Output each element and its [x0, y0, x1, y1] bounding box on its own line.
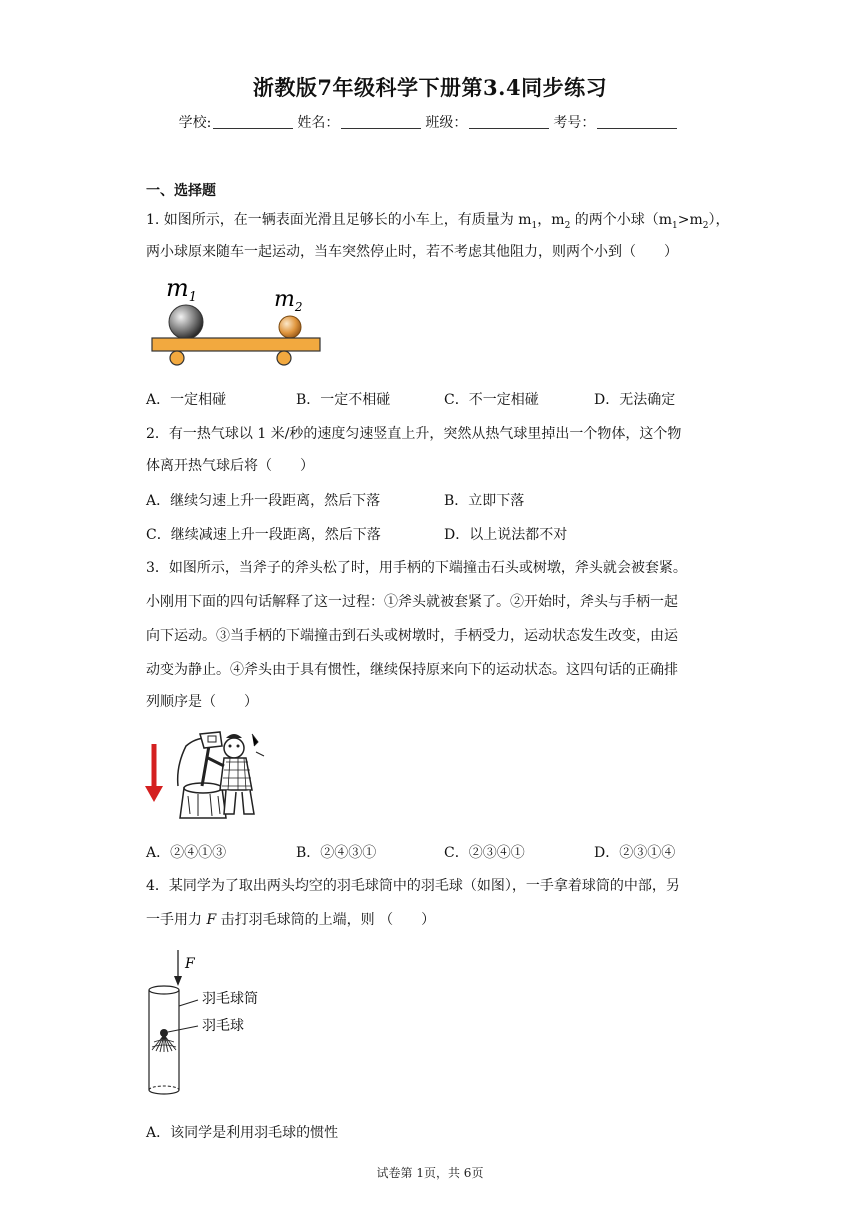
student-info-line [0, 112, 860, 132]
q2-option-b[interactable]: B．立即下落 [444, 493, 525, 509]
number-label: 考号： [553, 115, 596, 131]
q3-option-a[interactable]: A．②④①③ [146, 845, 227, 861]
tube-leader [179, 1000, 198, 1006]
q1-text-e: ）， [708, 212, 730, 228]
q1-sub3: 1 [672, 220, 678, 231]
q1-figure-cart [146, 272, 326, 372]
m1-label: $m_1$ [166, 274, 198, 305]
class-blank [469, 114, 549, 129]
ball-leader [168, 1026, 198, 1032]
q3-option-d[interactable]: D．②③①④ [594, 845, 676, 861]
axe-label [208, 736, 216, 742]
ball-m1 [169, 305, 203, 339]
q1-line2: 两小球原来随车一起运动，当车突然停止时，若不考虑其他阻力，则两个小到（ ） [146, 244, 678, 260]
q2-option-c[interactable]: C．继续减速上升一段距离，然后下落 [146, 527, 381, 543]
q2-line1: 2．有一热气球以 1 米/秒的速度匀速竖直上升，突然从热气球里掉出一个物体，这个物 [146, 426, 682, 442]
q4-line1: 4．某同学为了取出两头均空的羽毛球筒中的羽毛球（如图），一手拿着球筒的中部，另 [146, 878, 680, 894]
q1-text-d: >m [677, 212, 703, 228]
cart-body [152, 338, 320, 351]
q1-option-d[interactable]: D．无法确定 [594, 392, 676, 408]
person-body [220, 758, 252, 790]
name-blank [341, 114, 421, 129]
q1-option-c[interactable]: C．不一定相碰 [444, 392, 539, 408]
person-hair [226, 734, 242, 738]
q4-option-a[interactable]: A．该同学是利用羽毛球的惯性 [146, 1125, 339, 1141]
ball-m2 [279, 316, 301, 338]
section-heading: 一、选择题 [146, 183, 216, 199]
person-legs [224, 790, 254, 814]
person-arm [208, 758, 224, 766]
m2-label: $m_2$ [274, 287, 303, 314]
name-label: 姓名： [297, 115, 340, 131]
motion-lines [252, 734, 264, 756]
q1-sub4: 2 [702, 220, 709, 231]
q1-sub2: 2 [564, 220, 571, 231]
shuttlecock-label: 羽毛球 [202, 1018, 244, 1034]
q2-option-a[interactable]: A．继续匀速上升一段距离，然后下落 [146, 493, 381, 509]
force-label: F [185, 956, 195, 972]
tube-label: 羽毛球筒 [202, 991, 258, 1007]
q3-line5: 列顺序是（ ） [146, 694, 258, 710]
q1-line1 [146, 210, 730, 236]
cart-wheel-left [170, 351, 184, 365]
q4-line2-text-b: 击打羽毛球筒的上端，则 （ ） [216, 912, 436, 928]
q3-option-b[interactable]: B．②④③① [296, 845, 377, 861]
q1-option-b[interactable]: B．一定不相碰 [296, 392, 391, 408]
q1-text-a: 1. 如图所示，在一辆表面光滑且足够长的小车上，有质量为 m [146, 212, 532, 228]
q1-text-c: 的两个小球（m [570, 212, 673, 228]
red-arrow-head [145, 786, 163, 802]
q4-figure-tube [140, 946, 300, 1104]
q1-sub1: 1 [531, 220, 538, 231]
q1-option-a[interactable]: A．一定相碰 [146, 392, 227, 408]
q3-line1: 3．如图所示，当斧子的斧头松了时，用手柄的下端撞击石头或树墩，斧头就会被套紧。 [146, 560, 687, 576]
tube-top [149, 986, 179, 994]
shuttlecock-feathers [152, 1035, 176, 1052]
cart-wheel-right [277, 351, 291, 365]
q4-force-symbol: F [206, 912, 217, 928]
school-label: 学校: [178, 115, 212, 131]
number-blank [597, 114, 677, 129]
q2-option-d[interactable]: D．以上说法都不对 [444, 527, 568, 543]
q3-line4: 动变为静止。④斧头由于具有惯性，继续保持原来向下的运动状态。这四句话的正确排 [146, 662, 678, 678]
class-label: 班级： [425, 115, 468, 131]
page-title: 浙教版7年级科学下册第3.4同步练习 [252, 75, 608, 100]
q4-line2 [146, 910, 435, 930]
school-blank [213, 114, 293, 129]
q3-figure-axe [140, 726, 270, 826]
force-arrow-head [174, 976, 182, 986]
tube-bottom [149, 1086, 179, 1090]
q3-option-c[interactable]: C．②③④① [444, 845, 525, 861]
q1-text-b: ，m [537, 212, 565, 228]
page-footer: 试卷第 1页，共 6页 [376, 1166, 484, 1180]
q3-line2: 小刚用下面的四句话解释了这一过程：①斧头就被套紧了。②开始时，斧头与手柄一起 [146, 594, 678, 610]
q3-line3: 向下运动。③当手柄的下端撞击到石头或树墩时，手柄受力，运动状态发生改变，由运 [146, 628, 678, 644]
q2-line2: 体离开热气球后将（ ） [146, 458, 314, 474]
person-head [224, 738, 244, 758]
q4-line2-text-a: 一手用力 [146, 912, 207, 928]
